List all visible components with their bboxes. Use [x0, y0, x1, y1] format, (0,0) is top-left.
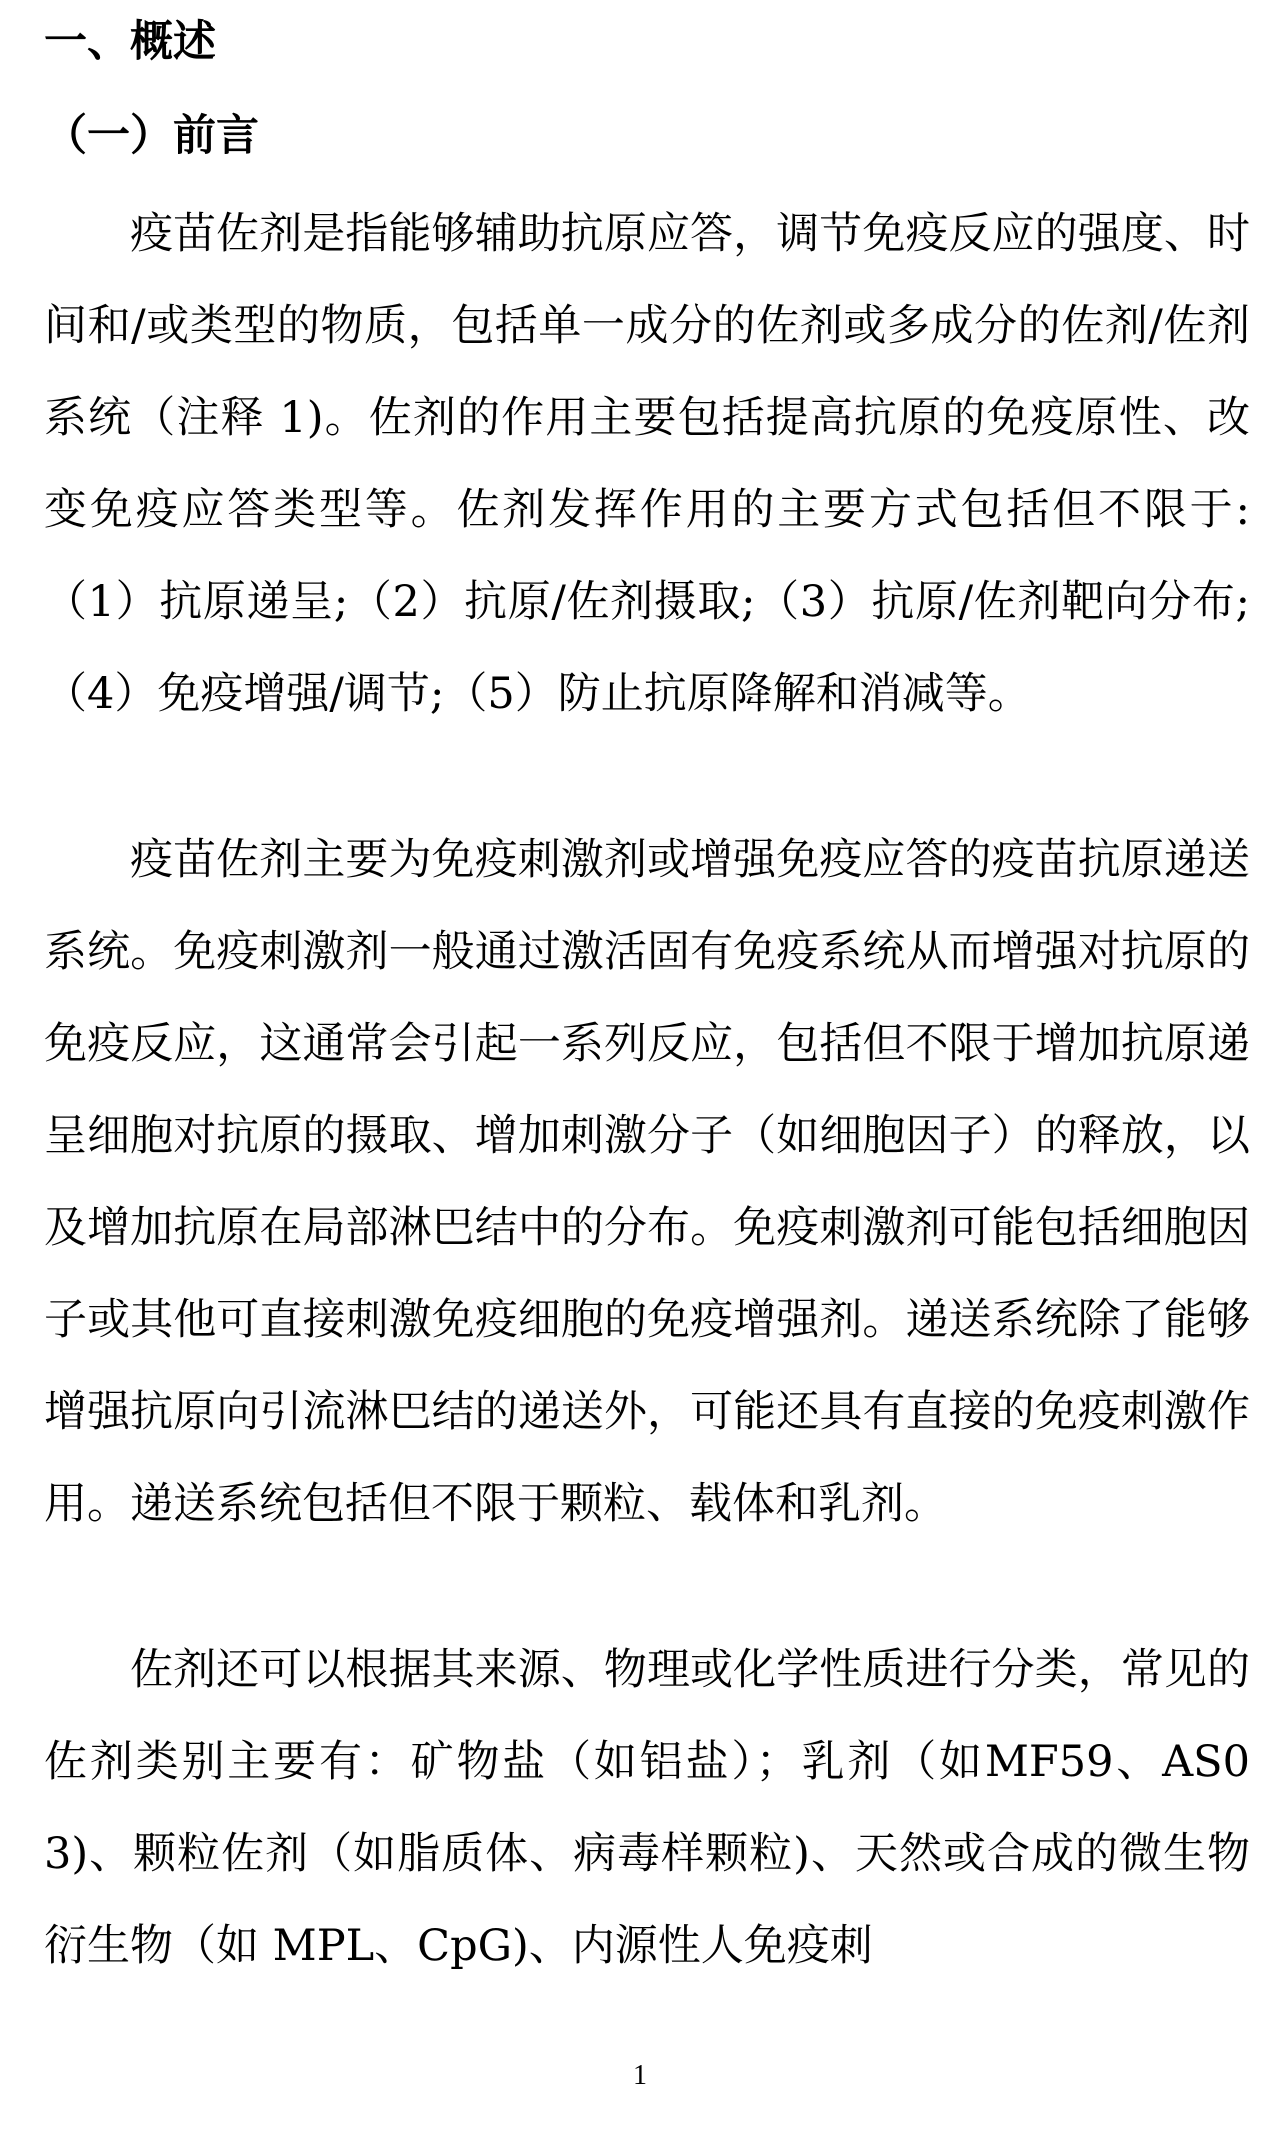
paragraph-adjuvant-classification: 佐剂还可以根据其来源、物理或化学性质进行分类，常见的佐剂类别主要有：矿物盐（如铝盐）；乳剂（如MF59、AS03)、颗粒佐剂（如脂质体、病毒样颗粒)、天然或合成的微生物衍生物（如 MPL、CpG)、内源性人免疫刺	[44, 1645, 1250, 1971]
page-number: 1	[633, 2060, 647, 2091]
paragraph-adjuvant-types: 疫苗佐剂主要为免疫刺激剂或增强免疫应答的疫苗抗原递送系统。免疫刺激剂一般通过激活固有免疫系统从而增强对抗原的免疫反应，这通常会引起一系列反应，包括但不限于增加抗原递呈细胞对抗原的摄取、增加刺激分子（如细胞因子）的释放，以及增加抗原在局部淋巴结中的分布。免疫刺激剂可能包括细胞因子或其他可直接刺激免疫细胞的免疫增强剂。递送系统除了能够增强抗原向引流淋巴结的递送外，可能还具有直接的免疫刺激作用。递送系统包括但不限于颗粒、载体和乳剂。	[44, 835, 1250, 1529]
section-heading: 一、概述	[44, 17, 216, 67]
paragraph-adjuvant-definition: 疫苗佐剂是指能够辅助抗原应答，调节免疫反应的强度、时间和/或类型的物质，包括单一成分的佐剂或多成分的佐剂/佐剂系统（注释 1)。佐剂的作用主要包括提高抗原的免疫原性、改变免疫应答类型等。佐剂发挥作用的主要方式包括但不限于:（1）抗原递呈;（2）抗原/佐剂摄取;（3）抗原/佐剂靶向分布;（4）免疫增强/调节;（5）防止抗原降解和消减等。	[44, 209, 1250, 719]
subsection-heading: （一）前言	[44, 111, 259, 161]
